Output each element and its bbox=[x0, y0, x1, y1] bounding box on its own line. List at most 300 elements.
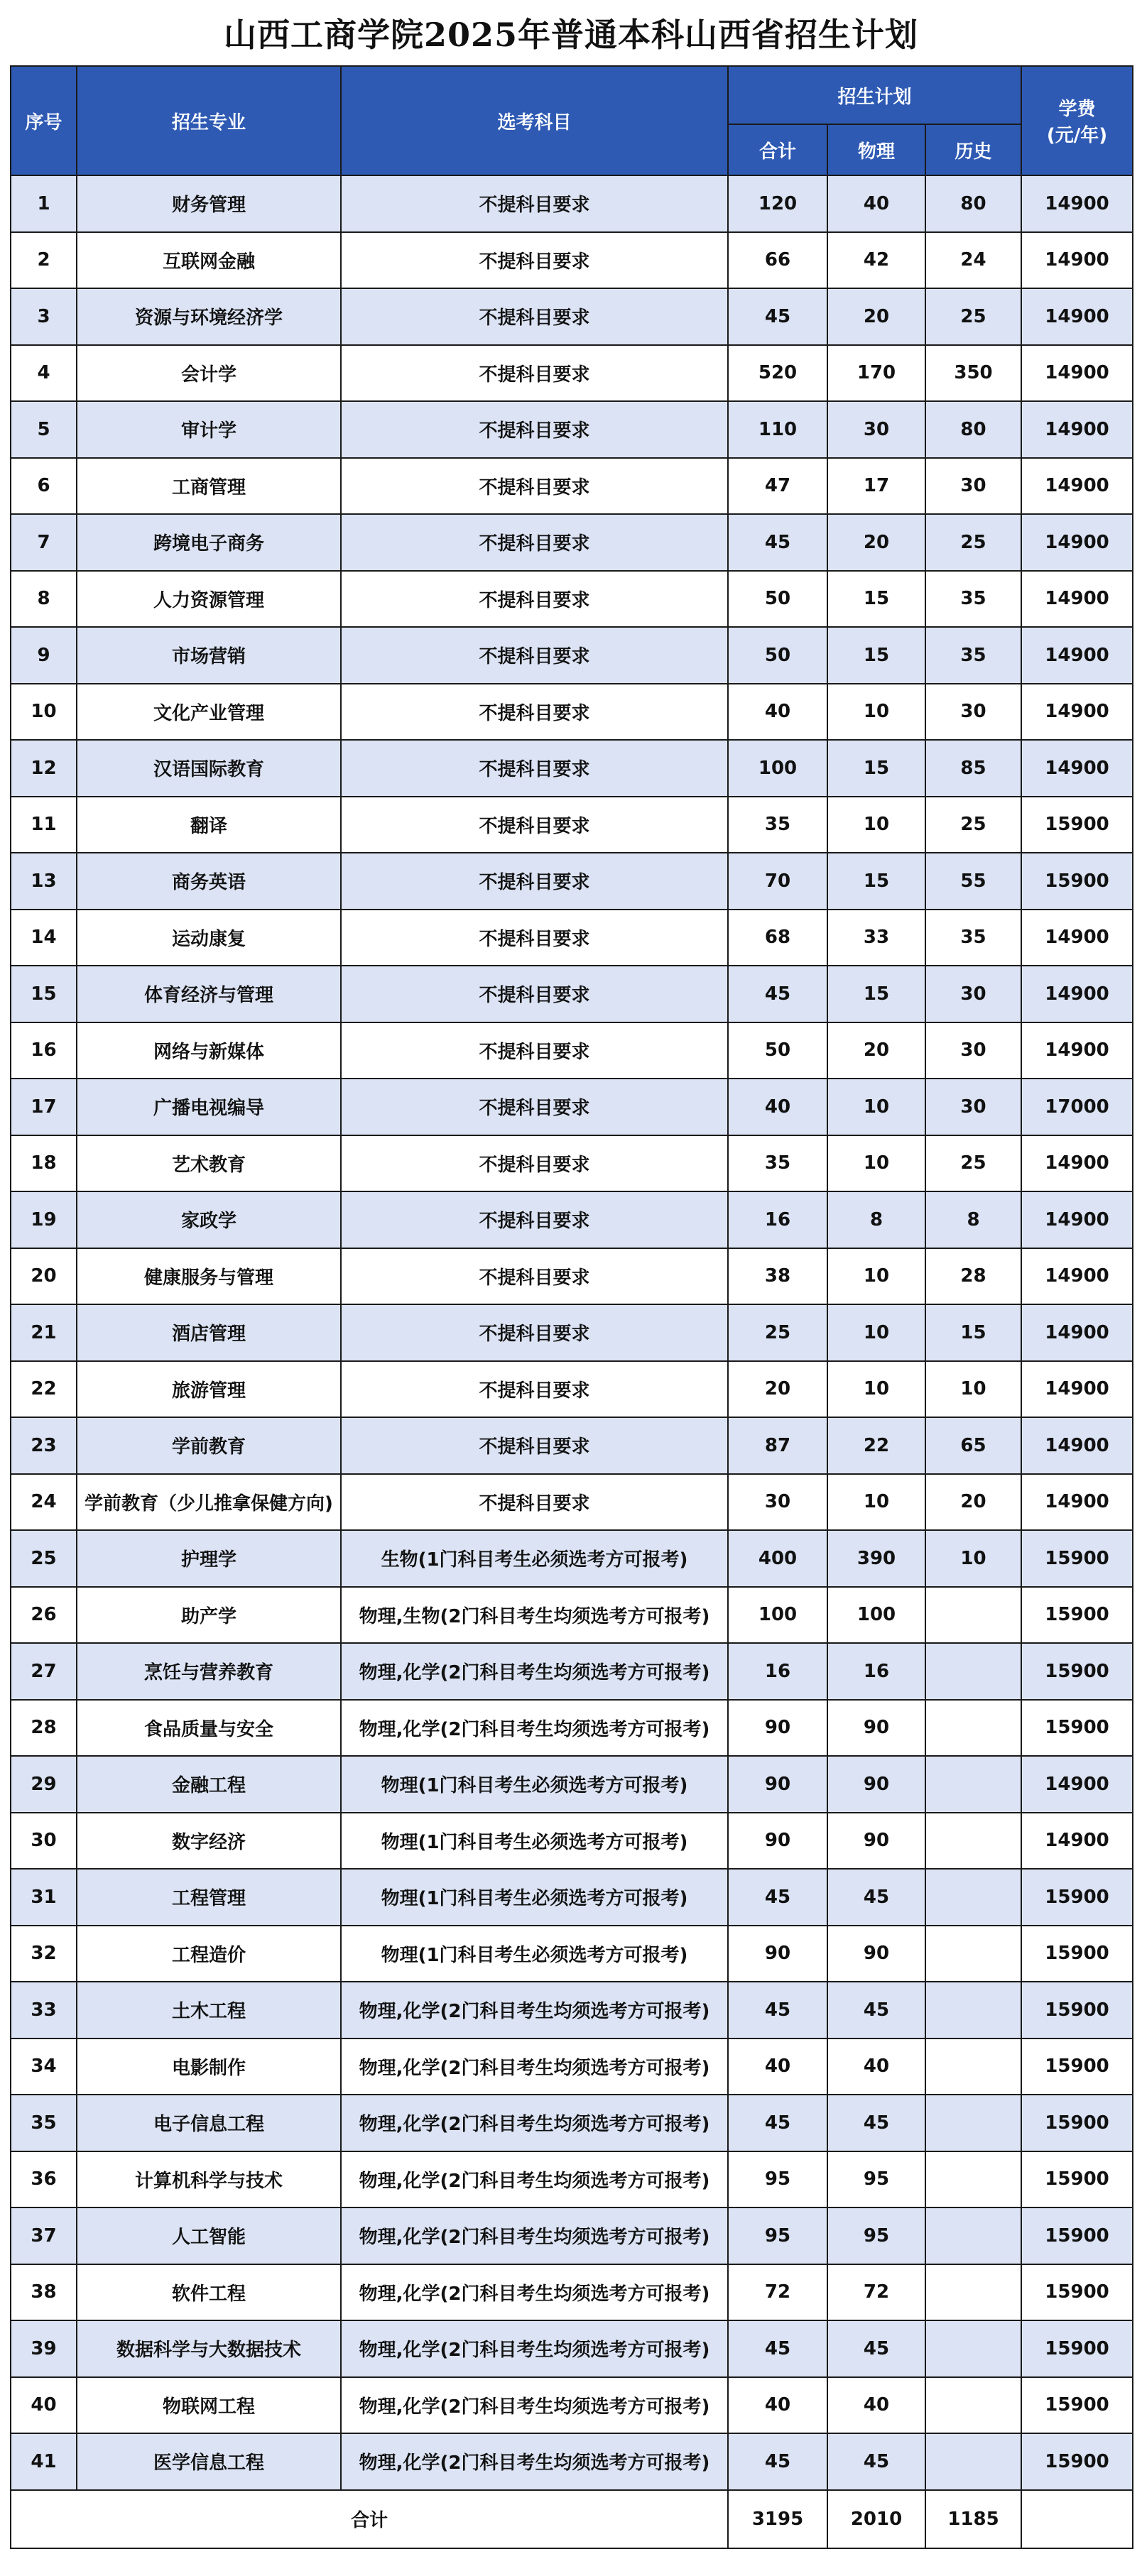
cell-fee: 15900 bbox=[1021, 1587, 1133, 1644]
cell-history: 35 bbox=[925, 571, 1021, 628]
cell-subject: 不提科目要求 bbox=[341, 571, 728, 628]
header-history: 历史 bbox=[925, 124, 1021, 175]
cell-subject: 不提科目要求 bbox=[341, 401, 728, 458]
table-row bbox=[11, 966, 1133, 1022]
page-title: 山西工商学院2025年普通本科山西省招生计划 bbox=[223, 16, 919, 54]
cell-total: 90 bbox=[728, 1700, 827, 1757]
cell-subject: 不提科目要求 bbox=[341, 1079, 728, 1135]
cell-physics: 10 bbox=[827, 1079, 925, 1135]
cell-subject: 不提科目要求 bbox=[341, 1191, 728, 1248]
table-row bbox=[11, 345, 1133, 402]
cell-total: 95 bbox=[728, 2151, 827, 2208]
cell-major: 学前教育（少儿推拿保健方向) bbox=[77, 1474, 341, 1531]
cell-total: 90 bbox=[728, 1756, 827, 1813]
table-row bbox=[11, 1474, 1133, 1531]
cell-total: 90 bbox=[728, 1813, 827, 1870]
table-row bbox=[11, 740, 1133, 797]
cell-total: 45 bbox=[728, 966, 827, 1022]
enrollment-plan-table bbox=[10, 65, 1133, 2549]
cell-subject: 不提科目要求 bbox=[341, 458, 728, 515]
cell-major: 烹饪与营养教育 bbox=[77, 1643, 341, 1700]
cell-history bbox=[925, 1756, 1021, 1813]
cell-subject: 物理,化学(2门科目考生均须选考方可报考) bbox=[341, 2433, 728, 2490]
cell-fee: 14900 bbox=[1021, 175, 1133, 232]
cell-subject: 物理,生物(2门科目考生均须选考方可报考) bbox=[341, 1587, 728, 1644]
cell-history: 28 bbox=[925, 1248, 1021, 1305]
table-row bbox=[11, 2264, 1133, 2321]
cell-history: 30 bbox=[925, 684, 1021, 741]
cell-subject: 不提科目要求 bbox=[341, 1022, 728, 1079]
cell-physics: 390 bbox=[827, 1530, 925, 1587]
cell-physics: 90 bbox=[827, 1700, 925, 1757]
cell-total: 90 bbox=[728, 1926, 827, 1982]
cell-major: 数据科学与大数据技术 bbox=[77, 2320, 341, 2377]
cell-subject: 不提科目要求 bbox=[341, 1135, 728, 1192]
cell-no: 25 bbox=[11, 1530, 77, 1587]
cell-fee: 15900 bbox=[1021, 2264, 1133, 2321]
cell-no: 33 bbox=[11, 1982, 77, 2039]
cell-subject: 物理(1门科目考生必须选考方可报考) bbox=[341, 1813, 728, 1870]
cell-history bbox=[925, 2320, 1021, 2377]
cell-history bbox=[925, 1813, 1021, 1870]
cell-no: 36 bbox=[11, 2151, 77, 2208]
cell-subject: 物理,化学(2门科目考生均须选考方可报考) bbox=[341, 2095, 728, 2151]
cell-history bbox=[925, 1587, 1021, 1644]
cell-major: 广播电视编导 bbox=[77, 1079, 341, 1135]
cell-fee: 14900 bbox=[1021, 740, 1133, 797]
cell-history: 15 bbox=[925, 1304, 1021, 1361]
cell-subject: 物理,化学(2门科目考生均须选考方可报考) bbox=[341, 2320, 728, 2377]
cell-history bbox=[925, 1869, 1021, 1926]
cell-no: 18 bbox=[11, 1135, 77, 1192]
cell-major: 跨境电子商务 bbox=[77, 514, 341, 571]
cell-fee: 15900 bbox=[1021, 1869, 1133, 1926]
cell-total: 50 bbox=[728, 627, 827, 684]
cell-no: 34 bbox=[11, 2039, 77, 2095]
cell-physics: 10 bbox=[827, 797, 925, 853]
cell-physics: 45 bbox=[827, 1982, 925, 2039]
cell-no: 26 bbox=[11, 1587, 77, 1644]
cell-subject: 物理,化学(2门科目考生均须选考方可报考) bbox=[341, 2039, 728, 2095]
cell-subject: 物理,化学(2门科目考生均须选考方可报考) bbox=[341, 1700, 728, 1757]
cell-subject: 不提科目要求 bbox=[341, 627, 728, 684]
cell-major: 人力资源管理 bbox=[77, 571, 341, 628]
cell-major: 软件工程 bbox=[77, 2264, 341, 2321]
cell-major: 商务英语 bbox=[77, 853, 341, 910]
table-row bbox=[11, 627, 1133, 684]
cell-no: 12 bbox=[11, 740, 77, 797]
cell-physics: 45 bbox=[827, 1869, 925, 1926]
cell-subject: 物理,化学(2门科目考生均须选考方可报考) bbox=[341, 2207, 728, 2264]
cell-history bbox=[925, 2151, 1021, 2208]
cell-major: 互联网金融 bbox=[77, 232, 341, 289]
cell-fee: 15900 bbox=[1021, 853, 1133, 910]
cell-no: 27 bbox=[11, 1643, 77, 1700]
cell-physics: 17 bbox=[827, 458, 925, 515]
table-row bbox=[11, 514, 1133, 571]
cell-physics: 100 bbox=[827, 1587, 925, 1644]
table-footer bbox=[11, 2490, 1133, 2548]
cell-history: 30 bbox=[925, 1022, 1021, 1079]
cell-no: 9 bbox=[11, 627, 77, 684]
cell-no: 28 bbox=[11, 1700, 77, 1757]
cell-fee: 14900 bbox=[1021, 1022, 1133, 1079]
cell-major: 汉语国际教育 bbox=[77, 740, 341, 797]
table-row bbox=[11, 910, 1133, 966]
cell-major: 旅游管理 bbox=[77, 1361, 341, 1418]
cell-history: 65 bbox=[925, 1417, 1021, 1474]
cell-no: 4 bbox=[11, 345, 77, 402]
table-row bbox=[11, 232, 1133, 289]
table-row bbox=[11, 797, 1133, 853]
table-row bbox=[11, 2151, 1133, 2208]
cell-no: 6 bbox=[11, 458, 77, 515]
cell-total: 120 bbox=[728, 175, 827, 232]
cell-no: 2 bbox=[11, 232, 77, 289]
cell-total: 50 bbox=[728, 571, 827, 628]
cell-fee: 14900 bbox=[1021, 1304, 1133, 1361]
header-major: 招生专业 bbox=[77, 66, 341, 175]
cell-history: 80 bbox=[925, 401, 1021, 458]
cell-subject: 不提科目要求 bbox=[341, 966, 728, 1022]
total-physics: 2010 bbox=[827, 2490, 925, 2548]
cell-no: 7 bbox=[11, 514, 77, 571]
cell-fee: 14900 bbox=[1021, 684, 1133, 741]
cell-major: 工程管理 bbox=[77, 1869, 341, 1926]
header-physics: 物理 bbox=[827, 124, 925, 175]
table-row bbox=[11, 1926, 1133, 1982]
cell-total: 40 bbox=[728, 684, 827, 741]
cell-total: 520 bbox=[728, 345, 827, 402]
cell-physics: 10 bbox=[827, 1135, 925, 1192]
cell-history: 35 bbox=[925, 910, 1021, 966]
cell-major: 资源与环境经济学 bbox=[77, 288, 341, 345]
cell-physics: 42 bbox=[827, 232, 925, 289]
cell-history bbox=[925, 1643, 1021, 1700]
cell-physics: 15 bbox=[827, 627, 925, 684]
cell-fee: 14900 bbox=[1021, 288, 1133, 345]
cell-major: 酒店管理 bbox=[77, 1304, 341, 1361]
cell-total: 400 bbox=[728, 1530, 827, 1587]
cell-no: 31 bbox=[11, 1869, 77, 1926]
table-row bbox=[11, 2320, 1133, 2377]
table-row bbox=[11, 1813, 1133, 1870]
cell-physics: 72 bbox=[827, 2264, 925, 2321]
table-body bbox=[11, 175, 1133, 2490]
cell-physics: 10 bbox=[827, 1248, 925, 1305]
cell-fee: 14900 bbox=[1021, 571, 1133, 628]
cell-history: 25 bbox=[925, 288, 1021, 345]
cell-major: 计算机科学与技术 bbox=[77, 2151, 341, 2208]
cell-subject: 物理,化学(2门科目考生均须选考方可报考) bbox=[341, 1982, 728, 2039]
cell-fee: 15900 bbox=[1021, 2433, 1133, 2490]
cell-physics: 95 bbox=[827, 2207, 925, 2264]
cell-physics: 45 bbox=[827, 2433, 925, 2490]
table-row bbox=[11, 1417, 1133, 1474]
cell-no: 38 bbox=[11, 2264, 77, 2321]
cell-subject: 不提科目要求 bbox=[341, 1474, 728, 1531]
cell-subject: 不提科目要求 bbox=[341, 1361, 728, 1418]
cell-no: 19 bbox=[11, 1191, 77, 1248]
cell-subject: 物理,化学(2门科目考生均须选考方可报考) bbox=[341, 2151, 728, 2208]
cell-no: 24 bbox=[11, 1474, 77, 1531]
cell-no: 15 bbox=[11, 966, 77, 1022]
cell-major: 审计学 bbox=[77, 401, 341, 458]
cell-fee: 14900 bbox=[1021, 1417, 1133, 1474]
cell-physics: 95 bbox=[827, 2151, 925, 2208]
cell-no: 35 bbox=[11, 2095, 77, 2151]
cell-history: 8 bbox=[925, 1191, 1021, 1248]
cell-fee: 15900 bbox=[1021, 1643, 1133, 1700]
cell-fee: 15900 bbox=[1021, 797, 1133, 853]
cell-no: 29 bbox=[11, 1756, 77, 1813]
table-row bbox=[11, 2377, 1133, 2434]
cell-major: 网络与新媒体 bbox=[77, 1022, 341, 1079]
cell-subject: 不提科目要求 bbox=[341, 910, 728, 966]
cell-no: 39 bbox=[11, 2320, 77, 2377]
cell-fee: 17000 bbox=[1021, 1079, 1133, 1135]
cell-subject: 物理,化学(2门科目考生均须选考方可报考) bbox=[341, 2377, 728, 2434]
cell-fee: 15900 bbox=[1021, 2151, 1133, 2208]
cell-major: 工商管理 bbox=[77, 458, 341, 515]
cell-major: 护理学 bbox=[77, 1530, 341, 1587]
cell-major: 物联网工程 bbox=[77, 2377, 341, 2434]
cell-subject: 不提科目要求 bbox=[341, 797, 728, 853]
table-row bbox=[11, 1079, 1133, 1135]
cell-total: 110 bbox=[728, 401, 827, 458]
cell-major: 助产学 bbox=[77, 1587, 341, 1644]
cell-no: 8 bbox=[11, 571, 77, 628]
cell-subject: 不提科目要求 bbox=[341, 288, 728, 345]
header-no: 序号 bbox=[11, 66, 77, 175]
cell-fee: 15900 bbox=[1021, 1530, 1133, 1587]
cell-total: 50 bbox=[728, 1022, 827, 1079]
cell-total: 25 bbox=[728, 1304, 827, 1361]
cell-major: 文化产业管理 bbox=[77, 684, 341, 741]
cell-fee: 14900 bbox=[1021, 1756, 1133, 1813]
header-fee-line2: (元/年) bbox=[1046, 125, 1108, 146]
cell-fee: 14900 bbox=[1021, 514, 1133, 571]
cell-subject: 物理,化学(2门科目考生均须选考方可报考) bbox=[341, 1643, 728, 1700]
cell-history bbox=[925, 2377, 1021, 2434]
cell-subject: 不提科目要求 bbox=[341, 684, 728, 741]
cell-no: 32 bbox=[11, 1926, 77, 1982]
cell-subject: 不提科目要求 bbox=[341, 232, 728, 289]
cell-fee: 14900 bbox=[1021, 910, 1133, 966]
cell-total: 45 bbox=[728, 1982, 827, 2039]
cell-fee: 15900 bbox=[1021, 2095, 1133, 2151]
cell-major: 会计学 bbox=[77, 345, 341, 402]
cell-physics: 15 bbox=[827, 853, 925, 910]
cell-history: 25 bbox=[925, 1135, 1021, 1192]
cell-physics: 20 bbox=[827, 1022, 925, 1079]
table-row bbox=[11, 1361, 1133, 1418]
cell-total: 16 bbox=[728, 1191, 827, 1248]
cell-no: 11 bbox=[11, 797, 77, 853]
cell-total: 45 bbox=[728, 2320, 827, 2377]
cell-total: 45 bbox=[728, 514, 827, 571]
cell-fee: 14900 bbox=[1021, 345, 1133, 402]
cell-subject: 不提科目要求 bbox=[341, 853, 728, 910]
cell-fee: 14900 bbox=[1021, 401, 1133, 458]
cell-fee: 14900 bbox=[1021, 1191, 1133, 1248]
cell-total: 47 bbox=[728, 458, 827, 515]
cell-total: 45 bbox=[728, 288, 827, 345]
cell-fee: 14900 bbox=[1021, 1474, 1133, 1531]
cell-history bbox=[925, 1700, 1021, 1757]
cell-history bbox=[925, 2095, 1021, 2151]
cell-physics: 10 bbox=[827, 1361, 925, 1418]
table-row bbox=[11, 1869, 1133, 1926]
cell-subject: 不提科目要求 bbox=[341, 175, 728, 232]
cell-history: 24 bbox=[925, 232, 1021, 289]
cell-physics: 33 bbox=[827, 910, 925, 966]
table-row bbox=[11, 2095, 1133, 2151]
cell-physics: 16 bbox=[827, 1643, 925, 1700]
cell-fee: 15900 bbox=[1021, 2207, 1133, 2264]
table-row bbox=[11, 1643, 1133, 1700]
cell-subject: 不提科目要求 bbox=[341, 514, 728, 571]
cell-fee: 14900 bbox=[1021, 966, 1133, 1022]
total-history: 1185 bbox=[925, 2490, 1021, 2548]
header-fee-line1: 学费 bbox=[1058, 99, 1096, 120]
cell-history: 30 bbox=[925, 458, 1021, 515]
cell-major: 学前教育 bbox=[77, 1417, 341, 1474]
header-fee bbox=[1021, 66, 1133, 175]
cell-physics: 20 bbox=[827, 288, 925, 345]
cell-physics: 40 bbox=[827, 2039, 925, 2095]
cell-subject: 不提科目要求 bbox=[341, 1417, 728, 1474]
cell-physics: 8 bbox=[827, 1191, 925, 1248]
cell-total: 95 bbox=[728, 2207, 827, 2264]
cell-history: 10 bbox=[925, 1361, 1021, 1418]
total-label: 合计 bbox=[11, 2490, 728, 2548]
cell-major: 体育经济与管理 bbox=[77, 966, 341, 1022]
cell-major: 艺术教育 bbox=[77, 1135, 341, 1192]
cell-subject: 不提科目要求 bbox=[341, 1304, 728, 1361]
cell-history bbox=[925, 1926, 1021, 1982]
cell-fee: 15900 bbox=[1021, 1700, 1133, 1757]
header-plan: 招生计划 bbox=[728, 66, 1021, 124]
cell-physics: 170 bbox=[827, 345, 925, 402]
cell-total: 35 bbox=[728, 797, 827, 853]
cell-subject: 物理(1门科目考生必须选考方可报考) bbox=[341, 1926, 728, 1982]
cell-major: 人工智能 bbox=[77, 2207, 341, 2264]
cell-physics: 90 bbox=[827, 1813, 925, 1870]
cell-subject: 物理(1门科目考生必须选考方可报考) bbox=[341, 1756, 728, 1813]
cell-subject: 不提科目要求 bbox=[341, 740, 728, 797]
cell-total: 45 bbox=[728, 2433, 827, 2490]
cell-total: 20 bbox=[728, 1361, 827, 1418]
cell-fee: 14900 bbox=[1021, 627, 1133, 684]
cell-fee: 15900 bbox=[1021, 2320, 1133, 2377]
cell-history bbox=[925, 2039, 1021, 2095]
cell-physics: 45 bbox=[827, 2095, 925, 2151]
cell-physics: 40 bbox=[827, 2377, 925, 2434]
cell-major: 电影制作 bbox=[77, 2039, 341, 2095]
cell-major: 金融工程 bbox=[77, 1756, 341, 1813]
cell-history: 30 bbox=[925, 966, 1021, 1022]
cell-physics: 10 bbox=[827, 684, 925, 741]
cell-physics: 10 bbox=[827, 1474, 925, 1531]
cell-total: 68 bbox=[728, 910, 827, 966]
cell-physics: 90 bbox=[827, 1756, 925, 1813]
table-row bbox=[11, 1135, 1133, 1192]
table-row bbox=[11, 2039, 1133, 2095]
cell-total: 40 bbox=[728, 2039, 827, 2095]
cell-no: 14 bbox=[11, 910, 77, 966]
cell-history: 10 bbox=[925, 1530, 1021, 1587]
cell-physics: 15 bbox=[827, 966, 925, 1022]
table-row bbox=[11, 1530, 1133, 1587]
cell-history bbox=[925, 2433, 1021, 2490]
cell-no: 30 bbox=[11, 1813, 77, 1870]
cell-total: 38 bbox=[728, 1248, 827, 1305]
table-row bbox=[11, 1982, 1133, 2039]
cell-subject: 物理,化学(2门科目考生均须选考方可报考) bbox=[341, 2264, 728, 2321]
cell-history bbox=[925, 2264, 1021, 2321]
cell-subject: 不提科目要求 bbox=[341, 345, 728, 402]
cell-history bbox=[925, 2207, 1021, 2264]
cell-fee: 14900 bbox=[1021, 1813, 1133, 1870]
table-row bbox=[11, 853, 1133, 910]
cell-fee: 14900 bbox=[1021, 458, 1133, 515]
cell-fee: 14900 bbox=[1021, 1361, 1133, 1418]
cell-total: 16 bbox=[728, 1643, 827, 1700]
cell-history: 80 bbox=[925, 175, 1021, 232]
cell-major: 翻译 bbox=[77, 797, 341, 853]
cell-major: 健康服务与管理 bbox=[77, 1248, 341, 1305]
cell-no: 13 bbox=[11, 853, 77, 910]
table-row bbox=[11, 1248, 1133, 1305]
cell-fee: 14900 bbox=[1021, 1135, 1133, 1192]
cell-no: 37 bbox=[11, 2207, 77, 2264]
cell-major: 工程造价 bbox=[77, 1926, 341, 1982]
table-row bbox=[11, 175, 1133, 232]
cell-physics: 30 bbox=[827, 401, 925, 458]
table-row bbox=[11, 401, 1133, 458]
table-row bbox=[11, 458, 1133, 515]
header-total: 合计 bbox=[728, 124, 827, 175]
cell-major: 土木工程 bbox=[77, 1982, 341, 2039]
cell-subject: 生物(1门科目考生必须选考方可报考) bbox=[341, 1530, 728, 1587]
cell-physics: 20 bbox=[827, 514, 925, 571]
table-row bbox=[11, 1304, 1133, 1361]
cell-history: 25 bbox=[925, 514, 1021, 571]
cell-fee: 15900 bbox=[1021, 1926, 1133, 1982]
cell-total: 40 bbox=[728, 2377, 827, 2434]
cell-no: 16 bbox=[11, 1022, 77, 1079]
cell-history: 350 bbox=[925, 345, 1021, 402]
cell-physics: 45 bbox=[827, 2320, 925, 2377]
cell-fee: 15900 bbox=[1021, 2377, 1133, 2434]
cell-history: 25 bbox=[925, 797, 1021, 853]
cell-history: 30 bbox=[925, 1079, 1021, 1135]
cell-no: 5 bbox=[11, 401, 77, 458]
cell-no: 3 bbox=[11, 288, 77, 345]
table-row bbox=[11, 571, 1133, 628]
table-row bbox=[11, 1587, 1133, 1644]
cell-major: 运动康复 bbox=[77, 910, 341, 966]
total-fee bbox=[1021, 2490, 1133, 2548]
cell-total: 45 bbox=[728, 1869, 827, 1926]
cell-physics: 40 bbox=[827, 175, 925, 232]
cell-physics: 15 bbox=[827, 571, 925, 628]
cell-fee: 15900 bbox=[1021, 2039, 1133, 2095]
table-row bbox=[11, 2207, 1133, 2264]
cell-major: 家政学 bbox=[77, 1191, 341, 1248]
cell-physics: 10 bbox=[827, 1304, 925, 1361]
